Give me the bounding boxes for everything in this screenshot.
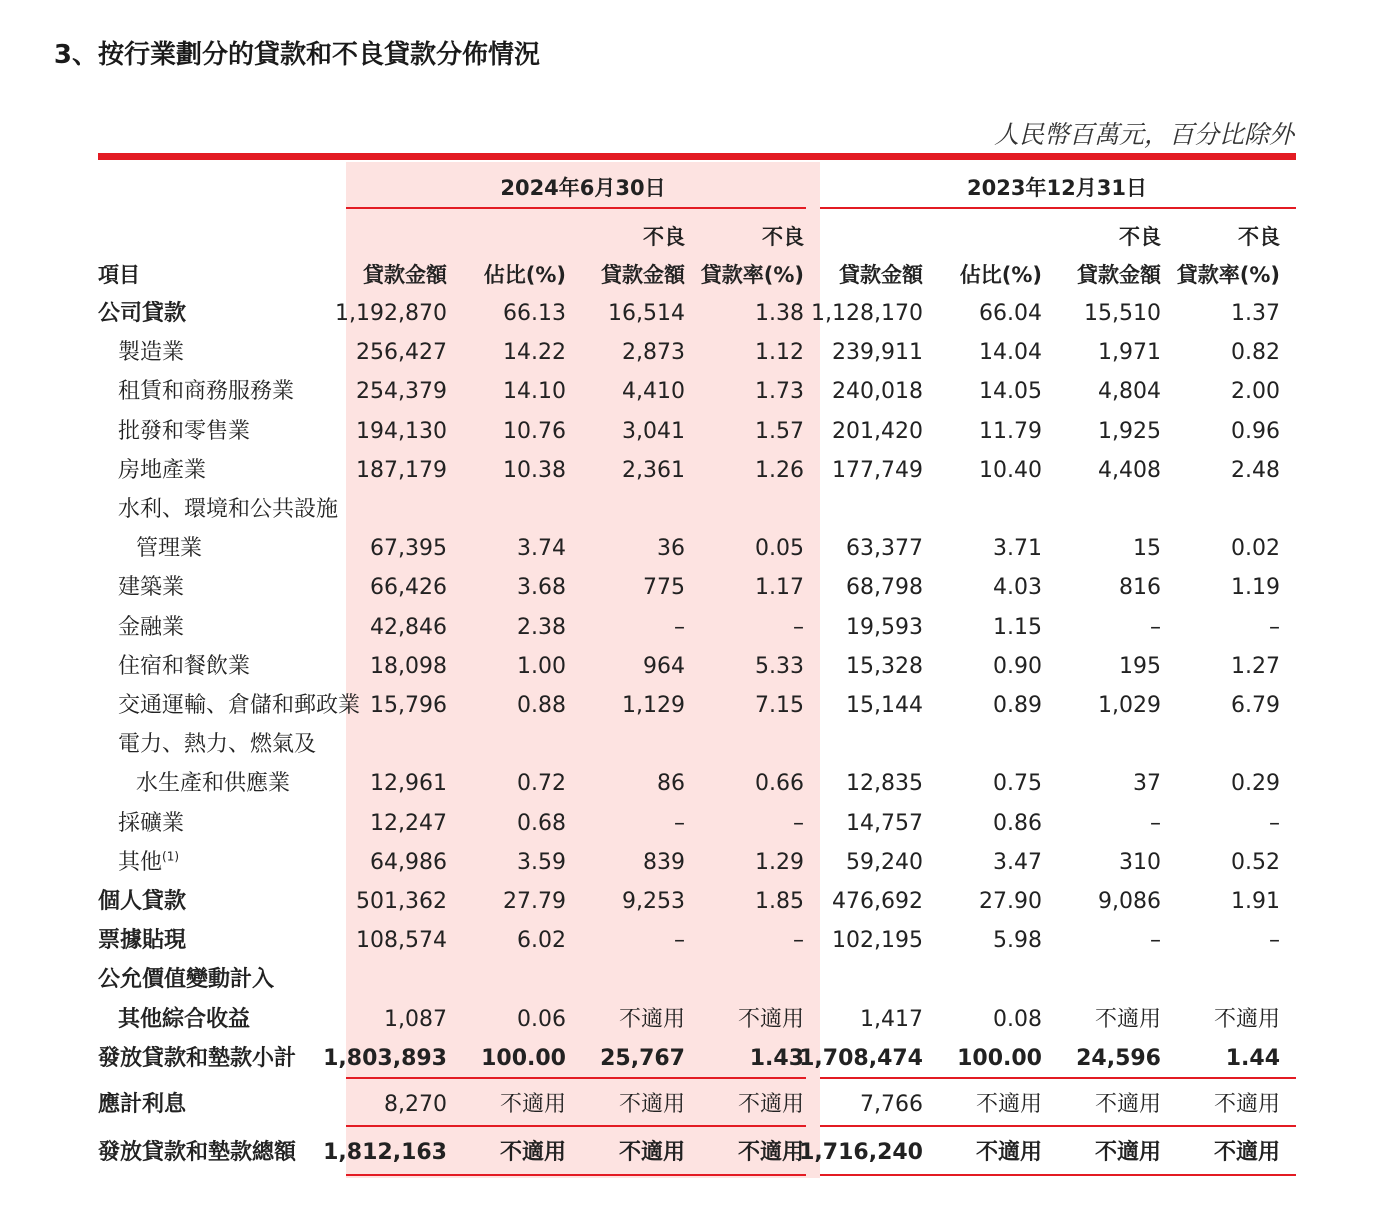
table-cell: 1,925 (1098, 418, 1161, 444)
table-cell: 不適用 (975, 1092, 1042, 1117)
table-cell: 24,596 (1076, 1045, 1161, 1071)
table-cell: 2.38 (517, 614, 566, 640)
table-cell: 1.29 (755, 849, 804, 875)
table-cell: 239,911 (832, 340, 923, 366)
table-cell: 36 (657, 536, 685, 562)
row-label: 公司貸款 (98, 301, 187, 326)
table-cell: 0.29 (1231, 771, 1280, 797)
table-cell: 18,098 (370, 653, 447, 679)
table-cell: – (674, 614, 685, 640)
column-header-top: 不良 (1119, 225, 1161, 249)
table-cell: 不適用 (499, 1140, 566, 1165)
table-cell: 0.05 (755, 536, 804, 562)
table-cell: 1.85 (755, 889, 804, 914)
row-label: 採礦業 (118, 810, 185, 836)
table-cell: 240,018 (832, 379, 923, 405)
table-cell: 0.52 (1231, 849, 1280, 875)
table-cell: 2,361 (622, 457, 685, 483)
table-cell: 4,410 (622, 379, 685, 405)
row-label: 建築業 (118, 575, 185, 601)
table-cell: 2,873 (622, 340, 685, 366)
table-cell: 3.68 (517, 575, 566, 601)
table-cell: 1,971 (1098, 340, 1161, 366)
table-cell: 14,757 (846, 810, 923, 836)
table-cell: 9,086 (1098, 889, 1161, 914)
row-label: 其他綜合收益 (118, 1006, 251, 1032)
row-label: 公允價值變動計入 (98, 967, 275, 993)
table-cell: 37 (1133, 771, 1161, 797)
table-cell: 不適用 (618, 1092, 685, 1117)
table-cell: 1,192,870 (335, 301, 447, 326)
table-cell: 不適用 (737, 1006, 804, 1032)
table-cell: 67,395 (370, 536, 447, 562)
table-cell: 7.15 (755, 693, 804, 718)
table-cell: 1.19 (1231, 575, 1280, 601)
table-cell: 16,514 (608, 301, 685, 326)
table-cell: 0.72 (517, 771, 566, 797)
table-cell: 25,767 (600, 1045, 685, 1071)
table-cell: 6.02 (517, 928, 566, 954)
table-cell: – (793, 614, 804, 640)
table-cell: 839 (643, 849, 685, 875)
table-cell: 1,812,163 (323, 1140, 447, 1165)
row-label: 應計利息 (98, 1092, 187, 1117)
table-cell: 12,961 (370, 771, 447, 797)
top-rule (98, 153, 1296, 160)
table-cell: 310 (1119, 849, 1161, 875)
table-cell: 775 (643, 575, 685, 601)
table-cell: 187,179 (356, 457, 447, 483)
table-cell: 100.00 (957, 1045, 1042, 1071)
table-cell: 7,766 (860, 1092, 923, 1117)
table-cell: 964 (643, 653, 685, 679)
period-header: 2023年12月31日 (967, 176, 1147, 200)
table-cell: – (1269, 928, 1280, 954)
unit-note: 人民幣百萬元，百分比除外 (993, 120, 1294, 149)
period-header: 2024年6月30日 (500, 176, 666, 200)
column-header: 貸款金額 (1077, 263, 1161, 287)
row-label: 水利、環境和公共設施 (118, 497, 339, 522)
table-cell: 15,510 (1084, 301, 1161, 326)
row-label: 交通運輸、倉儲和郵政業 (118, 693, 361, 718)
table-cell: 501,362 (356, 889, 447, 914)
table-cell: 0.68 (517, 810, 566, 836)
column-header-top: 不良 (1238, 225, 1280, 249)
table-cell: 4,804 (1098, 379, 1161, 405)
table-cell: 3.74 (517, 536, 566, 562)
interest-rule-2023 (820, 1125, 1296, 1127)
row-label: 房地產業 (118, 457, 207, 483)
table-cell: 12,835 (846, 771, 923, 797)
table-cell: 194,130 (356, 418, 447, 444)
column-header: 貸款率(%) (700, 263, 804, 287)
table-cell: 1.38 (755, 301, 804, 326)
table-cell: 0.66 (755, 771, 804, 797)
table-cell: 1.00 (517, 653, 566, 679)
table-cell: 1.37 (1231, 301, 1280, 326)
table-cell: – (1150, 614, 1161, 640)
row-label: 批發和零售業 (118, 418, 251, 444)
table-cell: 5.98 (993, 928, 1042, 954)
footnote-marker: (1) (162, 849, 180, 864)
table-cell: 14.22 (503, 340, 566, 366)
row-label: 個人貸款 (98, 889, 187, 914)
table-cell: 10.38 (503, 457, 566, 483)
table-cell: 3.71 (993, 536, 1042, 562)
subtotal-rule-2024 (346, 1077, 806, 1079)
table-cell: 1,417 (860, 1006, 923, 1032)
table-cell: 不適用 (499, 1092, 566, 1117)
table-cell: 816 (1119, 575, 1161, 601)
table-cell: 68,798 (846, 575, 923, 601)
table-cell: 10.40 (979, 457, 1042, 483)
table-cell: 195 (1119, 653, 1161, 679)
table-cell: 1.15 (993, 614, 1042, 640)
table-cell: 不適用 (618, 1006, 685, 1032)
table-cell: 0.86 (993, 810, 1042, 836)
table-cell: 不適用 (1094, 1092, 1161, 1117)
row-label: 管理業 (136, 536, 203, 562)
table-cell: 66.04 (979, 301, 1042, 326)
column-header-top: 不良 (762, 225, 804, 249)
table-cell: 5.33 (755, 653, 804, 679)
table-cell: – (1269, 810, 1280, 836)
column-header: 貸款率(%) (1176, 263, 1280, 287)
table-cell: 42,846 (370, 614, 447, 640)
table-cell: 14.04 (979, 340, 1042, 366)
subtotal-rule-2023 (820, 1077, 1296, 1079)
table-cell: 15,144 (846, 693, 923, 718)
table-cell: 不適用 (737, 1140, 804, 1165)
table-cell: 102,195 (832, 928, 923, 954)
table-cell: 2.00 (1231, 379, 1280, 405)
table-cell: – (793, 810, 804, 836)
table-cell: – (674, 928, 685, 954)
table-cell: 1.73 (755, 379, 804, 405)
table-cell: 6.79 (1231, 693, 1280, 718)
table-cell: 100.00 (481, 1045, 566, 1071)
table-cell: 1.43 (749, 1045, 804, 1071)
table-cell: 不適用 (1213, 1006, 1280, 1032)
table-cell: 3.47 (993, 849, 1042, 875)
table-cell: 4.03 (993, 575, 1042, 601)
table-cell: 1.57 (755, 418, 804, 444)
table-cell: 不適用 (1094, 1140, 1161, 1165)
table-cell: 59,240 (846, 849, 923, 875)
row-label: 發放貸款和墊款總額 (98, 1140, 297, 1165)
table-cell: – (1269, 614, 1280, 640)
table-cell: 201,420 (832, 418, 923, 444)
table-cell: 1,708,474 (799, 1045, 923, 1071)
table-cell: 不適用 (618, 1140, 685, 1165)
table-cell: 2.48 (1231, 457, 1280, 483)
table-cell: 3.59 (517, 849, 566, 875)
row-label: 其他$^{(1)}$ (118, 849, 180, 875)
table-cell: 1.27 (1231, 653, 1280, 679)
bottom-rule-2024 (346, 1174, 806, 1176)
table-cell: 0.82 (1231, 340, 1280, 366)
column-header: 佔比(%) (483, 263, 566, 287)
row-label: 住宿和餐飲業 (118, 653, 251, 679)
table-cell: 27.79 (503, 889, 566, 914)
table-cell: 1,129 (622, 693, 685, 718)
table-cell: 1,029 (1098, 693, 1161, 718)
table-cell: 1,128,170 (811, 301, 923, 326)
table-cell: 0.06 (517, 1006, 566, 1032)
row-label: 金融業 (118, 614, 185, 640)
table-cell: 0.02 (1231, 536, 1280, 562)
table-cell: 108,574 (356, 928, 447, 954)
table-cell: 63,377 (846, 536, 923, 562)
table-cell: 12,247 (370, 810, 447, 836)
table-cell: 66,426 (370, 575, 447, 601)
table-cell: 1,716,240 (799, 1140, 923, 1165)
table-cell: 1.26 (755, 457, 804, 483)
table-cell: 86 (657, 771, 685, 797)
column-header-top: 不良 (643, 225, 685, 249)
column-header: 貸款金額 (839, 263, 923, 287)
table-cell: 1.12 (755, 340, 804, 366)
section-heading (40, 34, 540, 71)
table-cell: – (1150, 928, 1161, 954)
row-label: 水生產和供應業 (136, 771, 291, 797)
bottom-rule-2023 (820, 1174, 1296, 1176)
table-cell: – (793, 928, 804, 954)
table-cell: 15,796 (370, 693, 447, 718)
table-cell: 254,379 (356, 379, 447, 405)
row-label: 發放貸款和墊款小計 (98, 1045, 297, 1071)
table-cell: 64,986 (370, 849, 447, 875)
table-cell: 8,270 (384, 1092, 447, 1117)
row-label: 租賃和商務服務業 (118, 379, 295, 405)
table-cell: 0.08 (993, 1006, 1042, 1032)
period-2024-rule (346, 207, 806, 209)
table-cell: 177,749 (832, 457, 923, 483)
table-cell: 1.17 (755, 575, 804, 601)
table-cell: 11.79 (979, 418, 1042, 444)
column-header: 貸款金額 (601, 263, 685, 287)
table-cell: 4,408 (1098, 457, 1161, 483)
table-cell: 27.90 (979, 889, 1042, 914)
table-cell: 3,041 (622, 418, 685, 444)
table-cell: 14.10 (503, 379, 566, 405)
table-cell: 1,803,893 (323, 1045, 447, 1071)
table-cell: 19,593 (846, 614, 923, 640)
table-cell: 不適用 (737, 1092, 804, 1117)
table-cell: 10.76 (503, 418, 566, 444)
table-cell: 1.44 (1225, 1045, 1280, 1071)
table-cell: – (1150, 810, 1161, 836)
table-cell: 9,253 (622, 889, 685, 914)
table-cell: 15 (1133, 536, 1161, 562)
table-cell: 15,328 (846, 653, 923, 679)
table-cell: 1,087 (384, 1006, 447, 1032)
table-cell: 0.89 (993, 693, 1042, 718)
table-cell: 0.75 (993, 771, 1042, 797)
table-cell: 0.90 (993, 653, 1042, 679)
table-cell: 66.13 (503, 301, 566, 326)
table-cell: 256,427 (356, 340, 447, 366)
table-cell: – (674, 810, 685, 836)
period-2023-rule (820, 207, 1296, 209)
row-label: 製造業 (118, 340, 185, 366)
table-cell: 0.96 (1231, 418, 1280, 444)
table-cell: 14.05 (979, 379, 1042, 405)
table-cell: 不適用 (1094, 1006, 1161, 1032)
table-cell: 476,692 (832, 889, 923, 914)
row-label: 電力、熱力、燃氣及 (118, 732, 317, 758)
table-cell: 不適用 (1213, 1140, 1280, 1165)
interest-rule-2024 (346, 1125, 806, 1127)
table-cell: 0.88 (517, 693, 566, 718)
column-header: 佔比(%) (959, 263, 1042, 287)
column-header: 貸款金額 (363, 263, 447, 287)
section-title: 按行業劃分的貸款和不良貸款分佈情況 (98, 40, 541, 70)
table-cell: 不適用 (975, 1140, 1042, 1165)
row-label: 票據貼現 (98, 928, 187, 954)
table-cell: 不適用 (1213, 1092, 1280, 1117)
item-column-header: 項目 (98, 263, 140, 287)
section-number: 3、 (53, 40, 98, 70)
table-cell: 1.91 (1231, 889, 1280, 914)
